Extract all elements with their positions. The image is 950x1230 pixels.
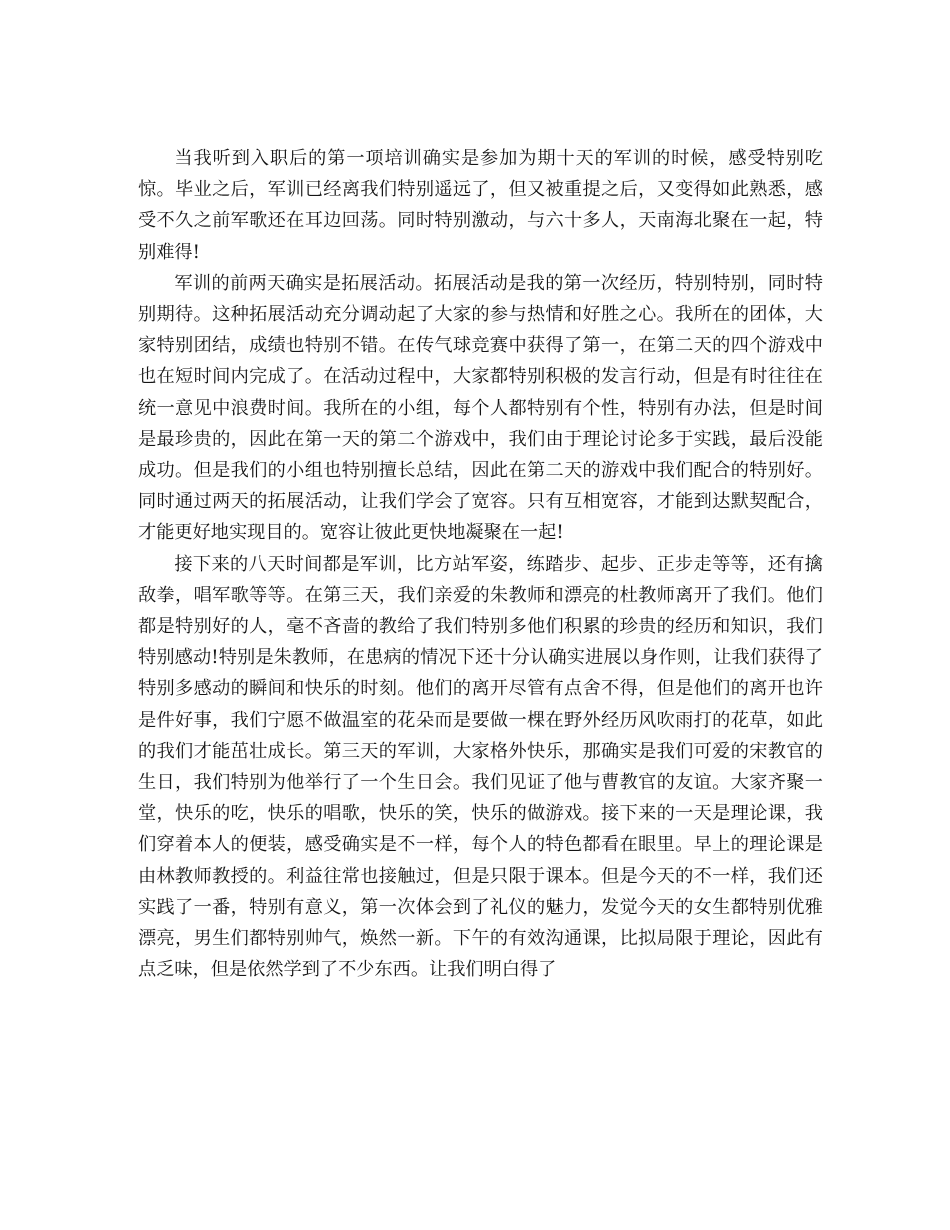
paragraph: 接下来的八天时间都是军训，比方站军姿，练踏步、起步、正步走等等，还有擒敌拳，唱军歌等等。在第三天，我们亲爱的朱教师和漂亮的杜教师离开了我们。他们都是特别好的人，毫不吝啬的教给了我们特别多他们积累的珍贵的经历和知识，我们特别感动!特别是朱教师，在患病的情况下还十分认确实进展以身作则，让我们获得了特别多感动的瞬间和快乐的时刻。他们的离开尽管有点舍不得，但是他们的离开也许是件好事，我们宁愿不做温室的花朵而是要做一棵在野外经历风吹雨打的花草，如此的我们才能茁壮成长。第三天的军训，大家格外快乐，那确实是我们可爱的宋教官的生日，我们特别为他举行了一个生日会。我们见证了他与曹教官的友谊。大家齐聚一堂，快乐的吃，快乐的唱歌，快乐的笑，快乐的做游戏。接下来的一天是理论课，我们穿着本人的便装，感受确实是不一样，每个人的特色都看在眼里。早上的理论课是由林教师教授的。利益往常也接触过，但是只限于课本。但是今天的不一样，我们还实践了一番，特别有意义，第一次体会到了礼仪的魅力，发觉今天的女生都特别优雅漂亮，男生们都特别帅气，焕然一新。下午的有效沟通课，比拟局限于理论，因此有点乏味，但是依然学到了不少东西。让我们明白得了 (138, 553, 823, 981)
document-body (138, 143, 823, 985)
paragraph: 当我听到入职后的第一项培训确实是参加为期十天的军训的时候，感受特别吃惊。毕业之后，军训已经离我们特别遥远了，但又被重提之后，又变得如此熟悉，感受不久之前军歌还在耳边回荡。同时特别激动，与六十多人，天南海北聚在一起，特别难得! (138, 148, 823, 263)
paragraph: 军训的前两天确实是拓展活动。拓展活动是我的第一次经历，特别特别，同时特别期待。这种拓展活动充分调动起了大家的参与热情和好胜之心。我所在的团体，大家特别团结，成绩也特别不错。在传气球竞赛中获得了第一，在第二天的四个游戏中也在短时间内完成了。在活动过程中，大家都特别积极的发言行动，但是有时往往在统一意见中浪费时间。我所在的小组，每个人都特别有个性，特别有办法，但是时间是最珍贵的，因此在第一天的第二个游戏中，我们由于理论讨论多于实践，最后没能成功。但是我们的小组也特别擅长总结，因此在第二天的游戏中我们配合的特别好。同时通过两天的拓展活动，让我们学会了宽容。只有互相宽容，才能到达默契配合，才能更好地实现目的。宽容让彼此更快地凝聚在一起! (138, 272, 823, 544)
